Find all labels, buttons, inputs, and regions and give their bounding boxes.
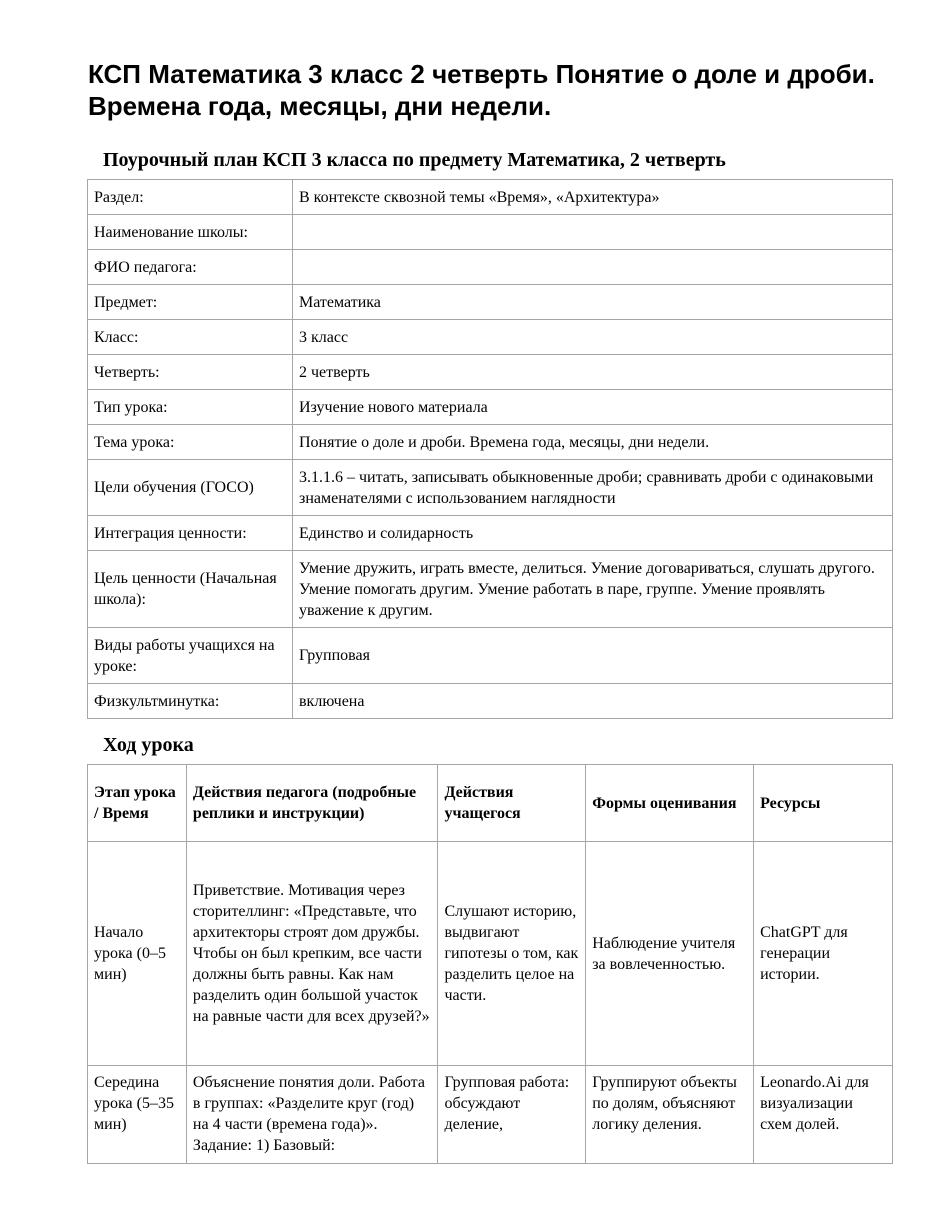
- flow-cell-stage: Начало урока (0–5 мин): [88, 842, 187, 1066]
- document-title: КСП Математика 3 класс 2 четверть Понятие о доле и дроби. Времена года, месяцы, дни недели.: [88, 59, 875, 121]
- flow-cell-teacher-actions: Приветствие. Мотивация через сторителлинг: «Представьте, что архитекторы строят дом дружбы. Чтобы он был крепким, все части должны быть равны. Как нам разделить один большой участок на равные части для всех друзей?»: [186, 842, 438, 1066]
- info-row: [88, 355, 893, 390]
- flow-row: [88, 1066, 893, 1164]
- info-row: [88, 390, 893, 425]
- info-key: Физкультминутка:: [88, 684, 293, 719]
- info-row: [88, 320, 893, 355]
- info-value: Единство и солидарность: [293, 516, 893, 551]
- lesson-info-table: [87, 179, 893, 719]
- info-row: [88, 684, 893, 719]
- info-value: Изучение нового материала: [293, 390, 893, 425]
- info-value: 3 класс: [293, 320, 893, 355]
- info-row: [88, 425, 893, 460]
- info-key: Раздел:: [88, 180, 293, 215]
- flow-cell-assessment: Группируют объекты по долям, объясняют логику деления.: [586, 1066, 754, 1164]
- info-key: Класс:: [88, 320, 293, 355]
- info-key: Наименование школы:: [88, 215, 293, 250]
- info-key: Тип урока:: [88, 390, 293, 425]
- info-row: [88, 250, 893, 285]
- info-value: Математика: [293, 285, 893, 320]
- info-value: [293, 215, 893, 250]
- info-value: Групповая: [293, 628, 893, 684]
- info-row: [88, 215, 893, 250]
- plan-heading: Поурочный план КСП 3 класса по предмету Математика, 2 четверть: [103, 149, 726, 171]
- flow-cell-student-actions: Слушают историю, выдвигают гипотезы о том, как разделить целое на части.: [438, 842, 586, 1066]
- info-key: Четверть:: [88, 355, 293, 390]
- column-header-teacher-actions: Действия педагога (подробные реплики и инструкции): [186, 765, 438, 842]
- info-value: включена: [293, 684, 893, 719]
- info-key: Тема урока:: [88, 425, 293, 460]
- info-value: 3.1.1.6 – читать, записывать обыкновенные дроби; сравнивать дроби с одинаковыми знаменателями с использованием наглядности: [293, 460, 893, 516]
- flow-cell-resources: ChatGPT для генерации истории.: [754, 842, 893, 1066]
- info-row: [88, 460, 893, 516]
- info-key: ФИО педагога:: [88, 250, 293, 285]
- flow-row: [88, 842, 893, 1066]
- flow-cell-teacher-actions: Объяснение понятия доли. Работа в группах: «Разделите круг (год) на 4 части (времена года)». Задание: 1) Базовый:: [186, 1066, 438, 1164]
- flow-cell-resources: Leonardo.Ai для визуализации схем долей.: [754, 1066, 893, 1164]
- lesson-flow-table: [87, 764, 893, 1164]
- info-row: [88, 180, 893, 215]
- info-value: Понятие о доле и дроби. Времена года, месяцы, дни недели.: [293, 425, 893, 460]
- info-value: [293, 250, 893, 285]
- flow-cell-stage: Середина урока (5–35 мин): [88, 1066, 187, 1164]
- info-row: [88, 285, 893, 320]
- info-key: Виды работы учащихся на уроке:: [88, 628, 293, 684]
- flow-cell-assessment: Наблюдение учителя за вовлеченностью.: [586, 842, 754, 1066]
- column-header-resources: Ресурсы: [754, 765, 893, 842]
- info-row: [88, 516, 893, 551]
- info-value: Умение дружить, играть вместе, делиться. Умение договариваться, слушать другого. Умение помогать другим. Умение работать в паре, группе. Умение проявлять уважение к другим.: [293, 551, 893, 628]
- column-header-stage: Этап урока / Время: [88, 765, 187, 842]
- column-header-student-actions: Действия учащегося: [438, 765, 586, 842]
- flow-cell-student-actions: Групповая работа: обсуждают деление,: [438, 1066, 586, 1164]
- info-value: 2 четверть: [293, 355, 893, 390]
- info-value: В контексте сквозной темы «Время», «Архитектура»: [293, 180, 893, 215]
- flow-header-row: [88, 765, 893, 842]
- info-key: Интеграция ценности:: [88, 516, 293, 551]
- column-header-assessment: Формы оценивания: [586, 765, 754, 842]
- info-row: [88, 628, 893, 684]
- info-key: Предмет:: [88, 285, 293, 320]
- lesson-flow-heading: Ход урока: [103, 734, 194, 756]
- info-key: Цель ценности (Начальная школа):: [88, 551, 293, 628]
- info-key: Цели обучения (ГОСО): [88, 460, 293, 516]
- info-row: [88, 551, 893, 628]
